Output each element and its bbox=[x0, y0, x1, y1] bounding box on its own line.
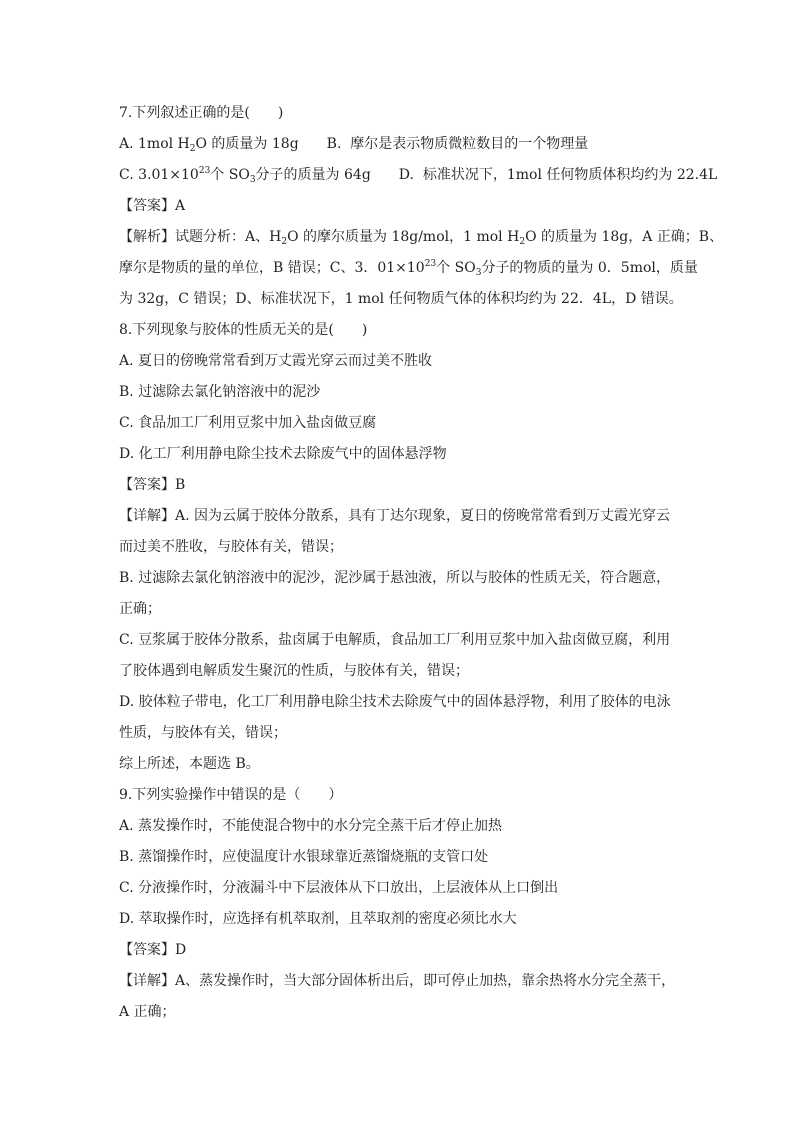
q8-detail-b-line-1: B. 过滤除去氯化钠溶液中的泥沙，泥沙属于悬浊液，所以与胶体的性质无关，符合题意， bbox=[119, 570, 671, 586]
q9-detail-a-line-2: A 正确； bbox=[119, 1004, 176, 1020]
q8-option-d: D. 化工厂利用静电除尘技术去除废气中的固体悬浮物 bbox=[119, 446, 447, 462]
q8-detail-a-line-2: 而过美不胜收，与胶体有关，错误； bbox=[119, 539, 343, 555]
q7-analysis-line-1: 【解析】试题分析：A、$H_2O$ 的摩尔质量为 18g/mol，1 mol $H_2O$ 的质量为 18g，A 正确；B、 bbox=[119, 229, 724, 247]
q8-option-a: A. 夏日的傍晚常常看到万丈霞光穿云而过美不胜收 bbox=[119, 353, 433, 369]
q8-detail-c-line-2: 了胶体遇到电解质发生聚沉的性质，与胶体有关，错误； bbox=[119, 663, 469, 679]
q8-detail-a-line-1: 【详解】A. 因为云属于胶体分散系，具有丁达尔现象，夏日的傍晚常常看到万丈霞光穿云 bbox=[119, 508, 671, 524]
q8-detail-b-line-2: 正确； bbox=[119, 601, 161, 617]
q7-stem: 7.下列叙述正确的是( ) bbox=[119, 105, 284, 121]
q9-stem: 9.下列实验操作中错误的是（ ） bbox=[119, 787, 343, 803]
q9-answer: 【答案】D bbox=[119, 942, 187, 958]
q8-stem: 8.下列现象与胶体的性质无关的是( ) bbox=[119, 322, 368, 338]
q7-analysis-line-3: 为 32g，C 错误；D、标准状况下，1 mol 任何物质气体的体积均约为 22．4L，D 错误。 bbox=[119, 291, 683, 307]
q8-detail-d-line-2: 性质，与胶体有关，错误； bbox=[119, 725, 287, 741]
q8-answer: 【答案】B bbox=[119, 477, 186, 493]
q7-answer: 【答案】A bbox=[119, 198, 186, 214]
q9-option-b: B. 蒸馏操作时，应使温度计水银球靠近蒸馏烧瓶的支管口处 bbox=[119, 849, 489, 865]
q7-options-c-d: C. $3.01\times 10^{23}$个 $SO_3$分子的质量为 64g D. 标准状况下，1mol 任何物质体积均约为 22.4L bbox=[119, 166, 718, 185]
q8-detail-c-line-1: C. 豆浆属于胶体分散系，盐卤属于电解质，食品加工厂利用豆浆中加入盐卤做豆腐，利用 bbox=[119, 632, 671, 648]
q9-detail-a-line-1: 【详解】A、蒸发操作时，当大部分固体析出后，即可停止加热，靠余热将水分完全蒸干， bbox=[119, 973, 676, 989]
q7-options-a-b: A. 1mol $H_2O$ 的质量为 18g B. 摩尔是表示物质微粒数目的一个物理量 bbox=[119, 136, 589, 154]
q9-option-d: D. 萃取操作时，应选择有机萃取剂，且萃取剂的密度必须比水大 bbox=[119, 911, 517, 927]
q9-option-a: A. 蒸发操作时，不能使混合物中的水分完全蒸干后才停止加热 bbox=[119, 818, 503, 834]
q8-option-b: B. 过滤除去氯化钠溶液中的泥沙 bbox=[119, 384, 321, 400]
q7-analysis-line-2: 摩尔是物质的量的单位，B 错误；C、3．$01\times 10^{23}$个 $SO_3$分子的物质的量为 0．5mol，质量 bbox=[119, 259, 698, 278]
q8-detail-d-line-1: D. 胶体粒子带电，化工厂利用静电除尘技术去除废气中的固体悬浮物，利用了胶体的电泳 bbox=[119, 694, 671, 710]
q8-summary: 综上所述，本题选 B。 bbox=[119, 756, 260, 772]
q8-option-c: C. 食品加工厂利用豆浆中加入盐卤做豆腐 bbox=[119, 415, 377, 431]
q9-option-c: C. 分液操作时，分液漏斗中下层液体从下口放出，上层液体从上口倒出 bbox=[119, 880, 559, 896]
